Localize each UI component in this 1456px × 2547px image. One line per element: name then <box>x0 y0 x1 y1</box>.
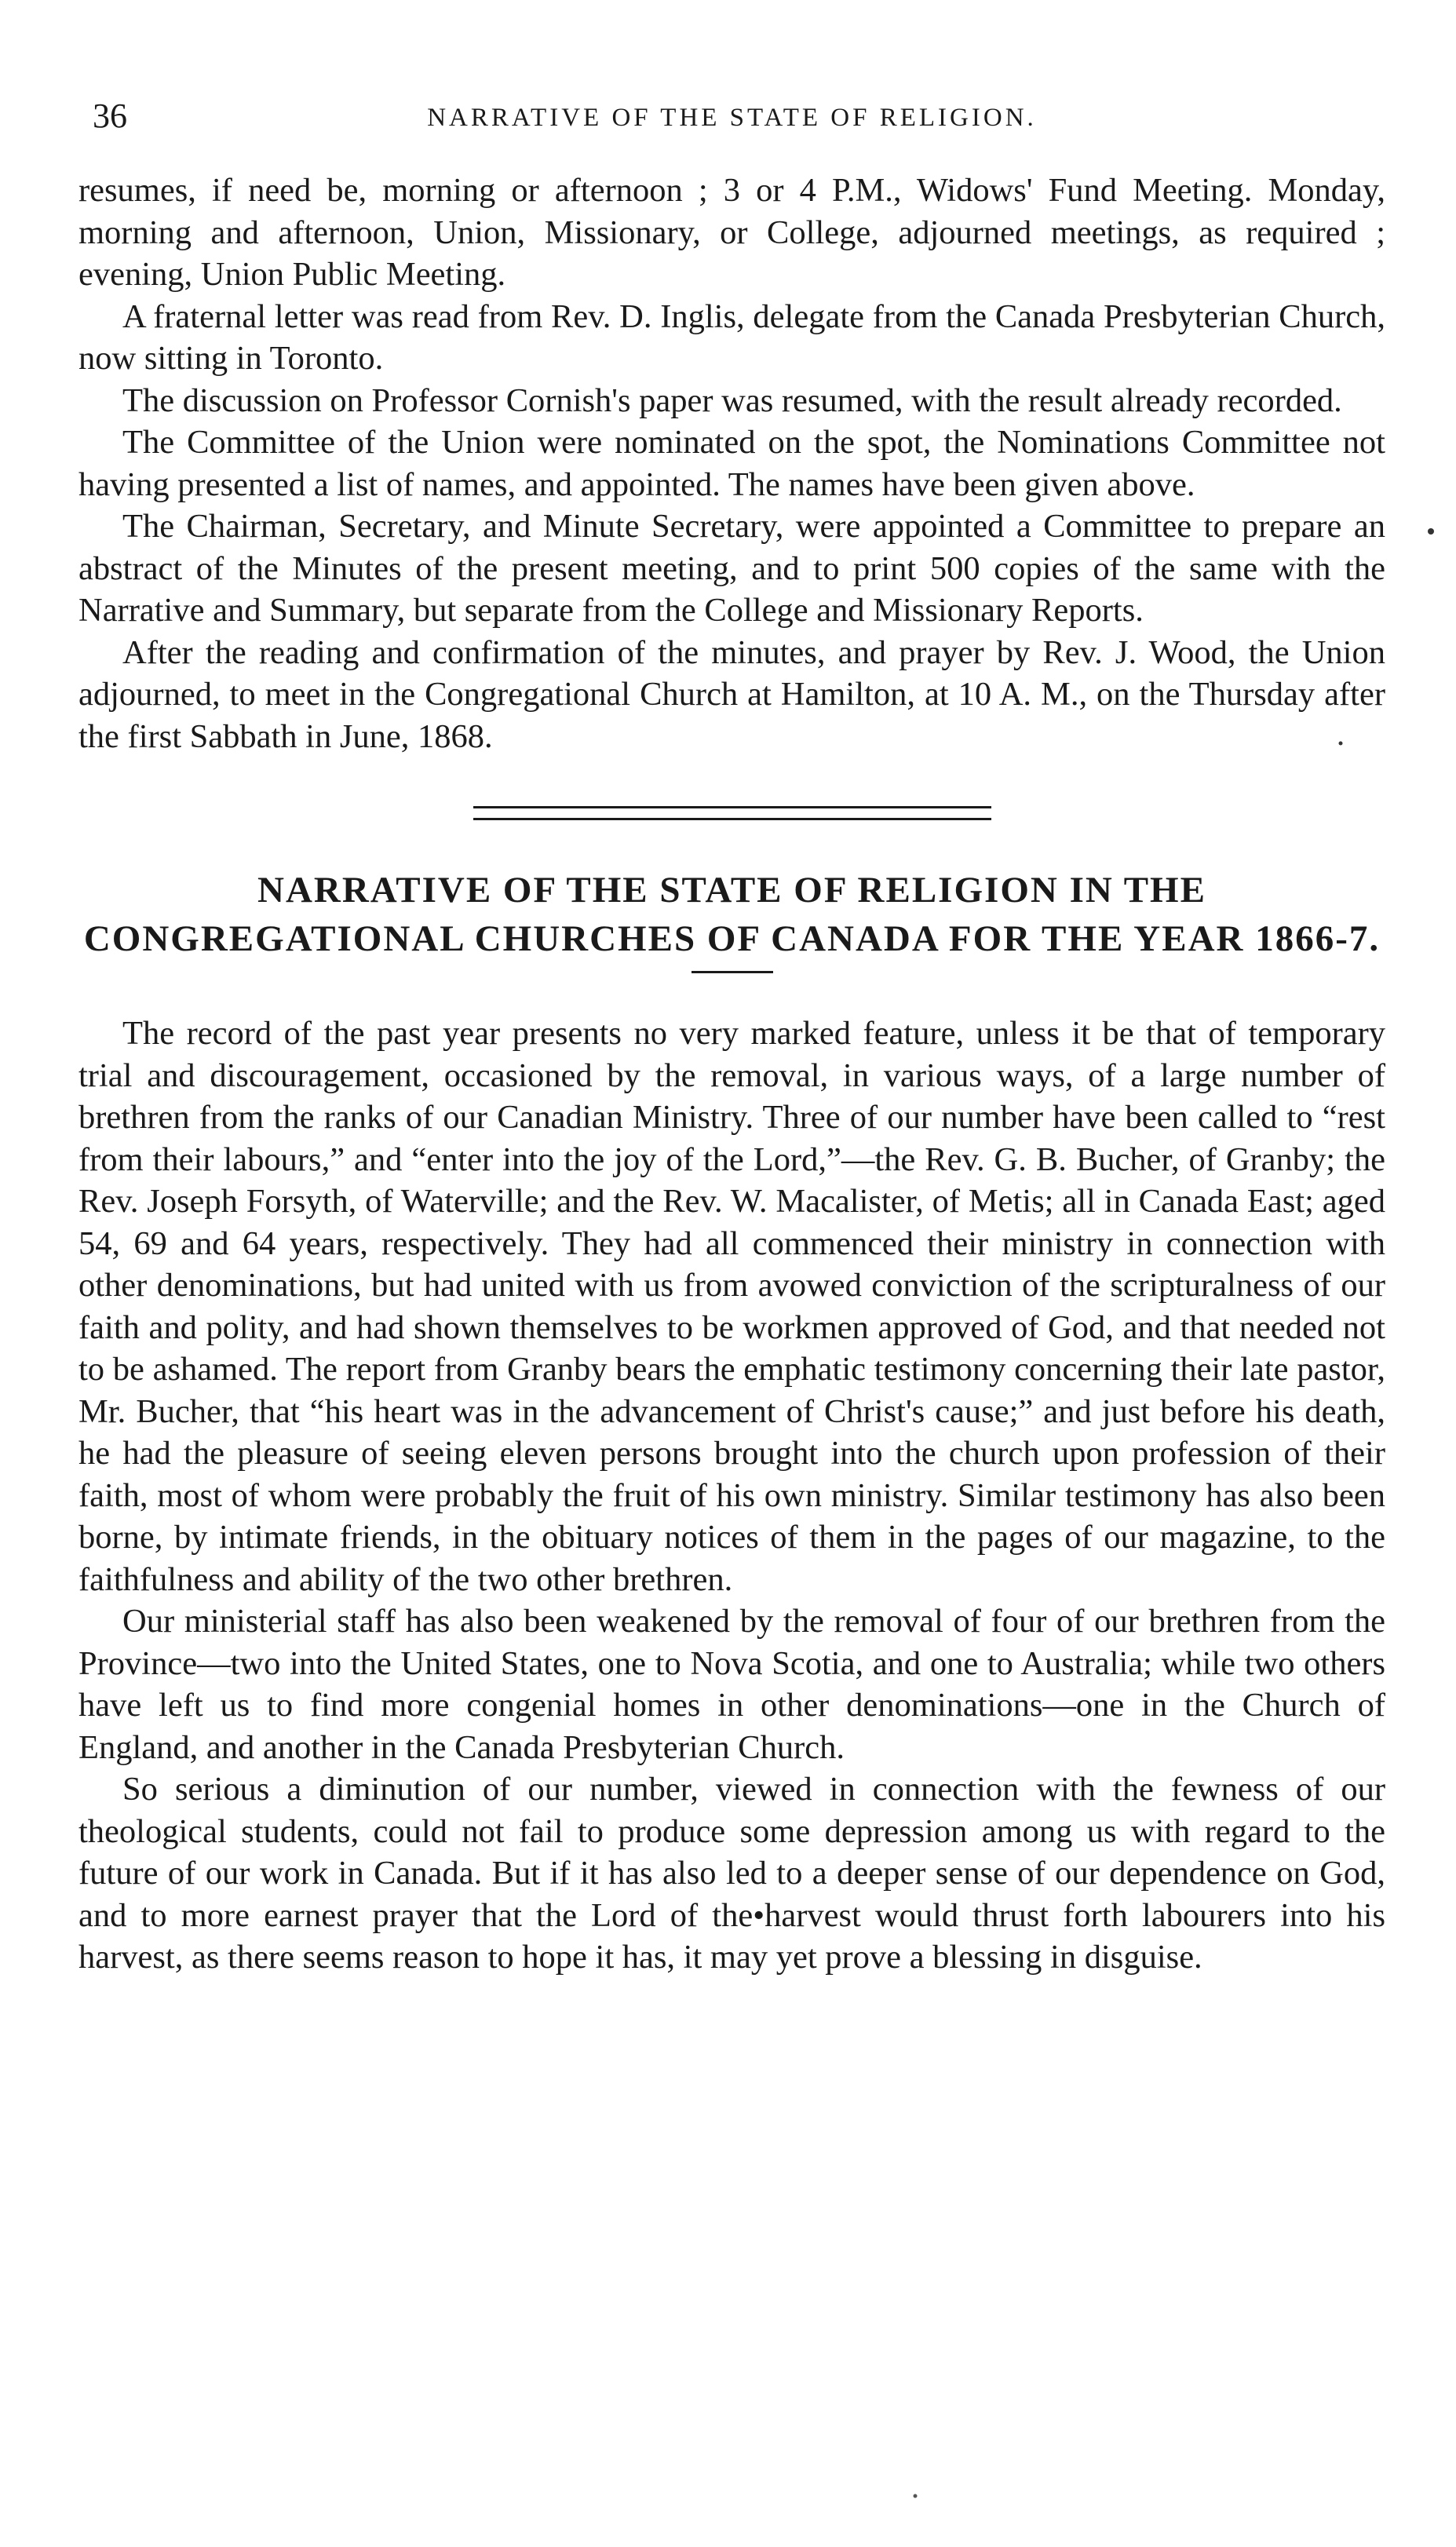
page-number: 36 <box>93 97 127 135</box>
section-heading: NARRATIVE OF THE STATE OF RELIGION IN THE CONGREGATIONAL CHURCHES OF CANADA FOR THE YEAR 1866-7. <box>83 870 1381 959</box>
paragraph: resumes, if need be, morning or afternoon ; 3 or 4 P.M., Widows' Fund Meeting. Monday, morning and afternoon, Union, Missionary, or College, adjourned meetings, as required ; evening, Union Public Meeting. <box>78 172 1385 293</box>
narrative-body <box>78 1013 1385 1979</box>
paragraph: A fraternal letter was read from Rev. D. Inglis, delegate from the Canada Presbyterian Church, now sitting in Toronto. <box>78 297 1385 377</box>
paragraph: The Committee of the Union were nominated on the spot, the Nominations Committee not having presented a list of names, and appointed. The names have been given above. <box>78 424 1385 503</box>
ink-speck <box>914 2494 918 2498</box>
paragraph: Our ministerial staff has also been weakened by the removal of four of our brethren from the Province—two into the United States, one to Nova Scotia, and one to Australia; while two others have left us to find more congenial homes in other denominations—one in the Church of England, and another in the Canada Presbyterian Church. <box>78 1603 1385 1766</box>
paragraph: So serious a diminution of our number, viewed in connection with the fewness of our theological students, could not fail to produce some depression among us with regard to the future of our work in Canada. But if it has also led to a deeper sense of our dependence on God, and to more earnest prayer that the Lord of the•harvest would thrust forth labourers into his harvest, as there seems reason to hope it has, it may yet prove a blessing in disguise. <box>78 1771 1385 1976</box>
heading-rule <box>692 971 773 973</box>
section-divider <box>473 806 991 820</box>
paragraph: The discussion on Professor Cornish's paper was resumed, with the result already recorded. <box>122 381 1342 419</box>
minutes-continuation <box>78 170 1385 757</box>
paragraph: The record of the past year presents no very marked feature, unless it be that of temporary trial and discouragement, occasioned by the removal, in various ways, of a large number of brethren from the ranks of our Canadian Ministry. Three of our number have been called to “rest from their labours,” and “enter into the joy of the Lord,”—the Rev. G. B. Bucher, of Granby; the Rev. Joseph Forsyth, of Waterville; and the Rev. W. Macalister, of Metis; all in Canada East; aged 54, 69 and 64 years, respectively. They had all commenced their ministry in connection with other denominations, but had united with us from avowed conviction of the scripturalness of our faith and polity, and had shown themselves to be workmen approved of God, and that needed not to be ashamed. The report from Granby bears the emphatic testimony concerning their late pastor, Mr. Bucher, that “his heart was in the advancement of Christ's cause;” and just before his death, he had the pleasure of seeing eleven persons brought into the church upon profession of their faith, most of whom were probably the fruit of his own ministry. Similar testimony has also been borne, by intimate friends, in the obituary notices of them in the pages of our magazine, to the faithfulness and ability of the two other brethren. <box>78 1015 1385 1598</box>
paragraph: The Chairman, Secretary, and Minute Secretary, were appointed a Committee to prepare an abstract of the Minutes of the present meeting, and to print 500 copies of the same with the Narrative and Summary, but separate from the College and Missionary Reports. <box>78 508 1385 629</box>
running-head <box>78 93 1385 140</box>
running-title: NARRATIVE OF THE STATE OF RELIGION. <box>427 104 1037 132</box>
ink-speck <box>1428 528 1434 535</box>
paragraph: After the reading and confirmation of the minutes, and prayer by Rev. J. Wood, the Union adjourned, to meet in the Congregational Church at Hamilton, at 10 A. M., on the Thursday after the first Sabbath in June, 1868. <box>78 633 1385 755</box>
